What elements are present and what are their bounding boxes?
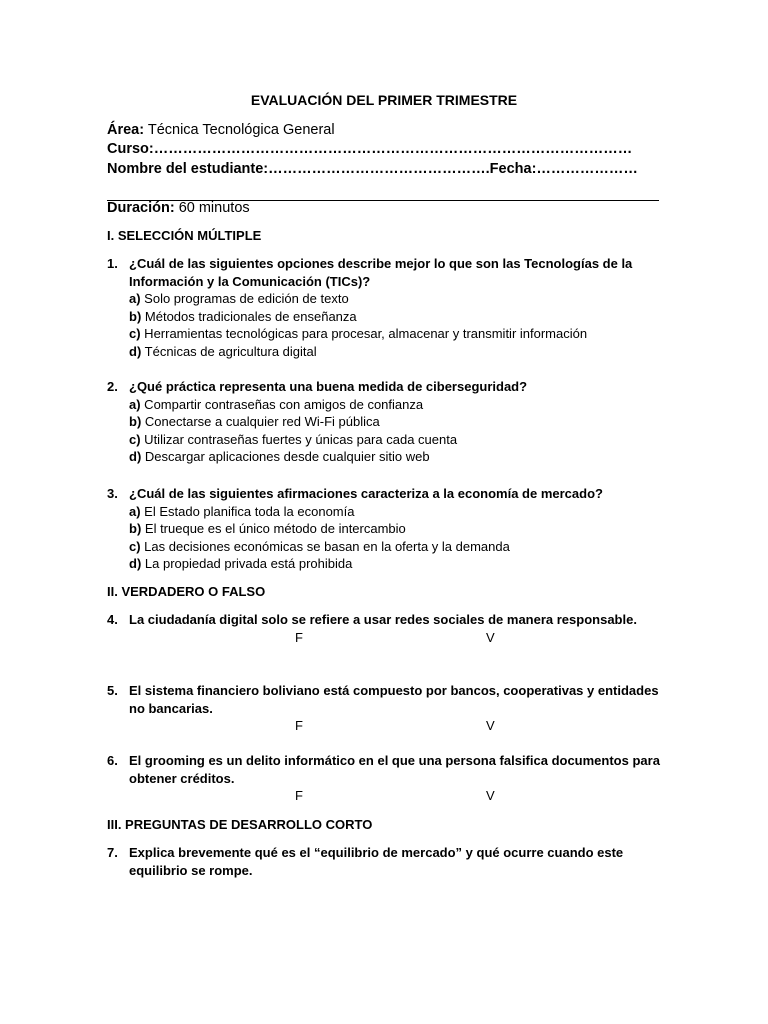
question-number: 5. <box>107 683 118 698</box>
true-option[interactable]: V <box>486 788 495 804</box>
section-multiple-choice: I. SELECCIÓN MÚLTIPLE <box>107 228 262 243</box>
option-c: c) Las decisiones económicas se basan en la oferta y la demanda <box>129 538 510 554</box>
question-text: Explica brevemente qué es el “equilibrio de mercado” y qué ocurre cuando este equilibrio se rompe. <box>129 845 624 878</box>
area-label: Área: <box>107 122 145 138</box>
option-b: b) Métodos tradicionales de enseñanza <box>129 308 357 324</box>
nombre-label: Nombre del estudiante: <box>107 161 269 177</box>
question-6 <box>107 752 667 805</box>
option-a: a) Solo programas de edición de texto <box>129 291 349 307</box>
question-4 <box>107 611 667 647</box>
true-false-row <box>107 787 667 805</box>
option-b: b) El trueque es el único método de intercambio <box>129 521 406 537</box>
question-number: 6. <box>107 753 118 768</box>
question-text: ¿Cuál de las siguientes opciones describe mejor lo que son las Tecnologías de la Información y la Comunicación (TICs)? <box>129 256 633 289</box>
question-number: 2. <box>107 379 118 394</box>
duracion-line <box>107 199 250 217</box>
question-7 <box>107 844 667 879</box>
question-3 <box>107 485 667 573</box>
fecha-dots: ………………… <box>536 161 638 177</box>
duracion-value: 60 minutos <box>174 200 250 216</box>
curso-line <box>107 140 632 158</box>
false-option[interactable]: F <box>295 788 303 804</box>
question-text: ¿Qué práctica representa una buena medida de ciberseguridad? <box>129 379 528 394</box>
false-option[interactable]: F <box>295 629 303 645</box>
question-text: La ciudadanía digital solo se refiere a usar redes sociales de manera responsable. <box>129 612 637 627</box>
curso-dots: ……………………………………………………………………………………… <box>153 141 633 157</box>
option-a: a) Compartir contraseñas con amigos de confianza <box>129 396 424 412</box>
true-option[interactable]: V <box>486 629 495 645</box>
section-short-answer: III. PREGUNTAS DE DESARROLLO CORTO <box>107 817 373 832</box>
nombre-dots: ………………………………………. <box>268 161 490 177</box>
nombre-line <box>107 160 638 178</box>
option-c: c) Utilizar contraseñas fuertes y únicas para cada cuenta <box>129 431 458 447</box>
question-2 <box>107 378 667 466</box>
true-false-row <box>107 629 667 647</box>
duracion-label: Duración: <box>107 200 175 216</box>
section-true-false: II. VERDADERO O FALSO <box>107 584 266 599</box>
option-c: c) Herramientas tecnológicas para procesar, almacenar y transmitir información <box>129 326 588 342</box>
question-text: El grooming es un delito informático en el que una persona falsifica documentos para obtener créditos. <box>129 753 660 786</box>
option-d: d) Descargar aplicaciones desde cualquier sitio web <box>129 449 430 465</box>
question-1 <box>107 255 667 361</box>
false-option[interactable]: F <box>295 718 303 734</box>
option-d: d) La propiedad privada está prohibida <box>129 556 353 572</box>
option-b: b) Conectarse a cualquier red Wi-Fi pública <box>129 414 380 430</box>
question-5 <box>107 682 667 735</box>
exam-title: EVALUACIÓN DEL PRIMER TRIMESTRE <box>250 92 518 108</box>
area-value: Técnica Tecnológica General <box>144 122 335 138</box>
question-number: 7. <box>107 845 118 860</box>
question-number: 1. <box>107 256 118 271</box>
option-a: a) El Estado planifica toda la economía <box>129 503 355 519</box>
question-text: El sistema financiero boliviano está compuesto por bancos, cooperativas y entidades no bancarias. <box>129 683 659 716</box>
option-d: d) Técnicas de agricultura digital <box>129 343 317 359</box>
fecha-label: Fecha: <box>489 161 537 177</box>
area-line <box>107 121 335 139</box>
curso-label: Curso: <box>107 141 154 157</box>
question-number: 3. <box>107 486 118 501</box>
question-number: 4. <box>107 612 118 627</box>
true-option[interactable]: V <box>486 718 495 734</box>
question-text: ¿Cuál de las siguientes afirmaciones caracteriza a la economía de mercado? <box>129 486 603 501</box>
true-false-row <box>107 717 667 735</box>
